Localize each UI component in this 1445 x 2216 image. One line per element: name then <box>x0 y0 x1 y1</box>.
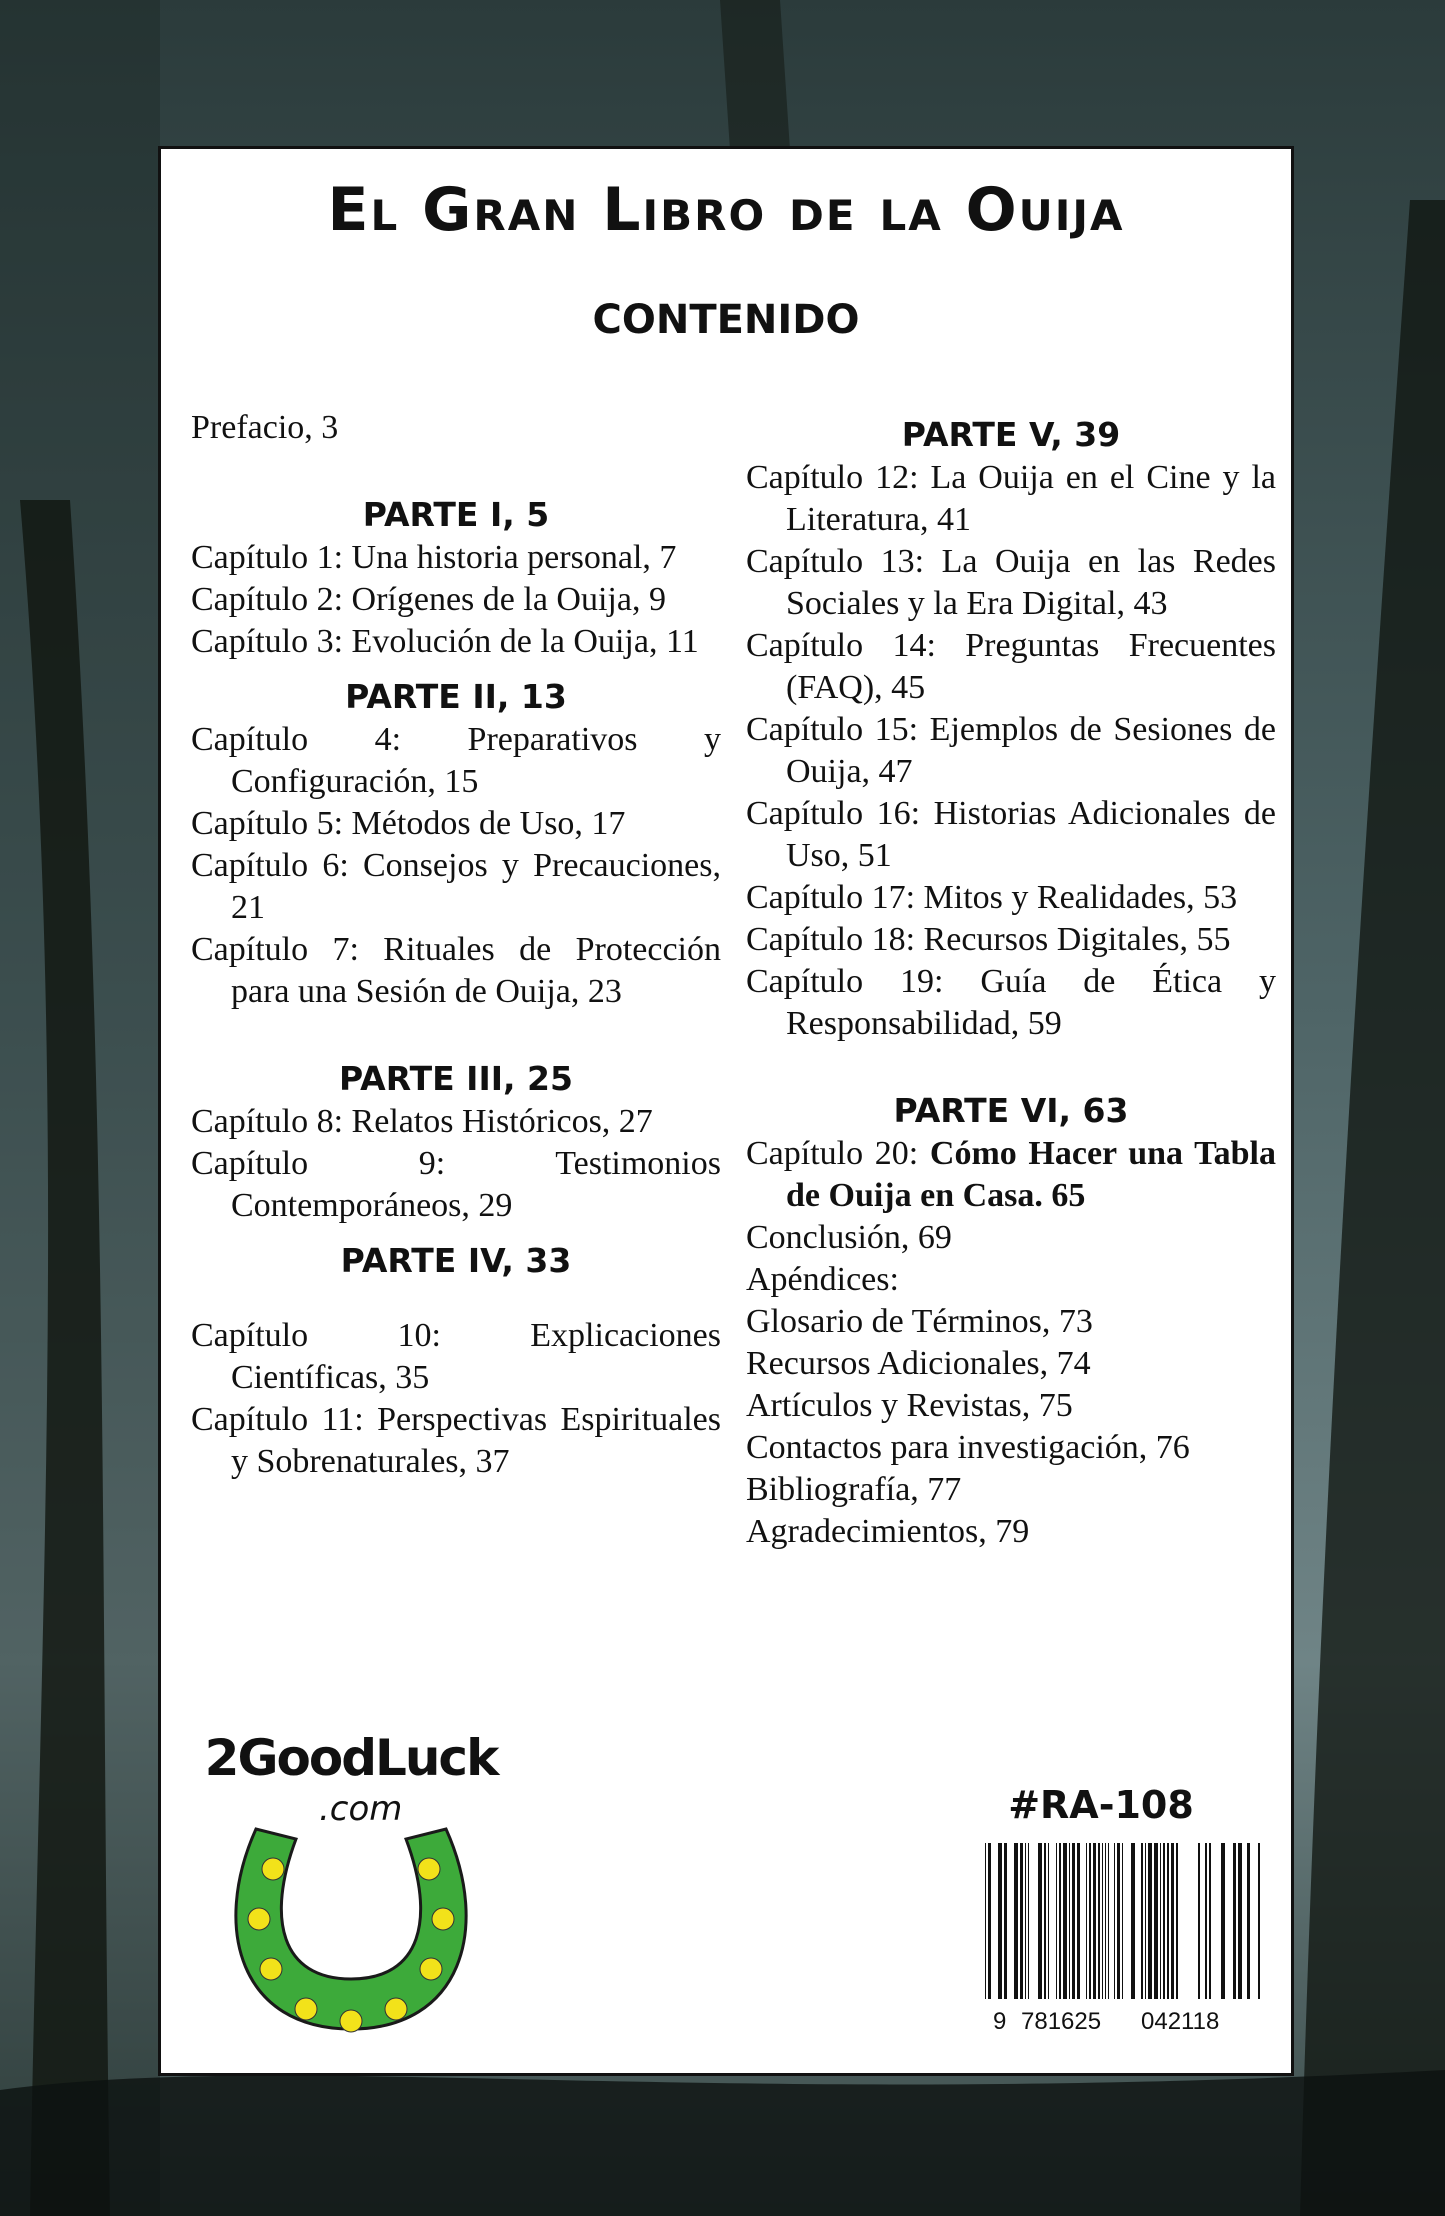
toc-entry: Capítulo 14: Preguntas Frecuentes (FAQ), 45 <box>746 627 1276 706</box>
left-column <box>191 407 721 1483</box>
toc-entry: Capítulo 3: Evolución de la Ouija, 11 <box>191 623 699 660</box>
publisher-logo <box>201 1729 501 2049</box>
part-heading: PARTE V, 39 <box>901 415 1121 454</box>
horseshoe-dot <box>260 1958 282 1980</box>
part-heading: PARTE II, 13 <box>345 677 567 716</box>
spacer <box>191 1013 721 1045</box>
logo-text: 2GoodLuck <box>204 1729 498 1787</box>
toc-entry: Capítulo 6: Consejos y Precauciones, 21 <box>191 847 721 926</box>
toc-entry: Capítulo 19: Guía de Ética y Responsabilidad, 59 <box>746 963 1276 1042</box>
spacer <box>746 1045 1276 1077</box>
toc-entry: Glosario de Términos, 73 <box>746 1303 1093 1340</box>
toc-entry: Capítulo 10: Explicaciones Científicas, 35 <box>191 1317 721 1396</box>
toc-entry: Capítulo 17: Mitos y Realidades, 53 <box>746 879 1238 916</box>
barcode <box>981 1839 1271 2039</box>
toc-entry: Apéndices: <box>746 1261 899 1298</box>
horseshoe-dot <box>295 1998 317 2020</box>
toc-entry: Capítulo 9: Testimonios Contemporáneos, 29 <box>191 1145 721 1224</box>
toc-entry: Artículos y Revistas, 75 <box>746 1387 1073 1424</box>
horseshoe-dot <box>262 1858 284 1880</box>
toc-entry <box>746 1133 1276 1217</box>
toc-entry: Prefacio, 3 <box>191 409 339 446</box>
horseshoe-dot <box>340 2010 362 2032</box>
horseshoe-dot <box>248 1908 270 1930</box>
toc-entry: Capítulo 13: La Ouija en las Redes Sociales y la Era Digital, 43 <box>746 543 1276 622</box>
toc-entry: Capítulo 18: Recursos Digitales, 55 <box>746 921 1231 958</box>
toc-entry: Capítulo 1: Una historia personal, 7 <box>191 539 677 576</box>
toc-entry: Agradecimientos, 79 <box>746 1513 1030 1550</box>
toc-entry: Capítulo 11: Perspectivas Espirituales y Sobrenaturales, 37 <box>191 1401 721 1480</box>
toc-entry: Capítulo 4: Preparativos y Configuración, 15 <box>191 721 721 800</box>
horseshoe-icon <box>201 1729 501 2049</box>
product-code: #RA-108 <box>1008 1783 1194 1827</box>
barcode-prefix: 9 <box>993 2008 1007 2035</box>
spacer <box>191 1283 721 1315</box>
toc-entry: Contactos para investigación, 76 <box>746 1429 1190 1466</box>
toc-entry: Recursos Adicionales, 74 <box>746 1345 1091 1382</box>
part-heading: PARTE VI, 63 <box>893 1091 1129 1130</box>
horseshoe-dot <box>418 1858 440 1880</box>
toc-entry: Capítulo 5: Métodos de Uso, 17 <box>191 805 626 842</box>
book-title: El Gran Libro de la Ouija <box>327 175 1125 245</box>
toc-entry: Capítulo 16: Historias Adicionales de Uso, 51 <box>746 795 1276 874</box>
part-heading: PARTE I, 5 <box>362 495 550 534</box>
contents-heading: CONTENIDO <box>592 297 860 343</box>
part-heading: PARTE III, 25 <box>339 1059 573 1098</box>
toc-entry: Conclusión, 69 <box>746 1219 952 1256</box>
toc-entry: Capítulo 8: Relatos Históricos, 27 <box>191 1103 653 1140</box>
toc-entry: Capítulo 7: Rituales de Protección para una Sesión de Ouija, 23 <box>191 931 721 1010</box>
part-heading: PARTE IV, 33 <box>340 1241 572 1280</box>
contents-panel <box>158 146 1294 2076</box>
barcode-right-group: 042118 <box>1141 2008 1220 2035</box>
toc-entry-bold-title: Cómo Hacer una Tabla de Ouija en Casa. 65 <box>786 1135 1276 1214</box>
toc-entry: Capítulo 15: Ejemplos de Sesiones de Ouija, 47 <box>746 711 1276 790</box>
toc-entry: Capítulo 12: La Ouija en el Cine y la Literatura, 41 <box>746 459 1276 538</box>
horseshoe-dot <box>385 1998 407 2020</box>
horseshoe-dot <box>420 1958 442 1980</box>
right-column <box>746 401 1276 1553</box>
spacer <box>191 449 721 481</box>
toc-entry-prefix: Capítulo 20: <box>746 1135 930 1172</box>
toc-entry: Bibliografía, 77 <box>746 1471 962 1508</box>
logo-domain: .com <box>319 1789 403 1829</box>
horseshoe-dot <box>432 1908 454 1930</box>
barcode-left-group: 781625 <box>1021 2008 1102 2035</box>
toc-entry: Capítulo 2: Orígenes de la Ouija, 9 <box>191 581 666 618</box>
